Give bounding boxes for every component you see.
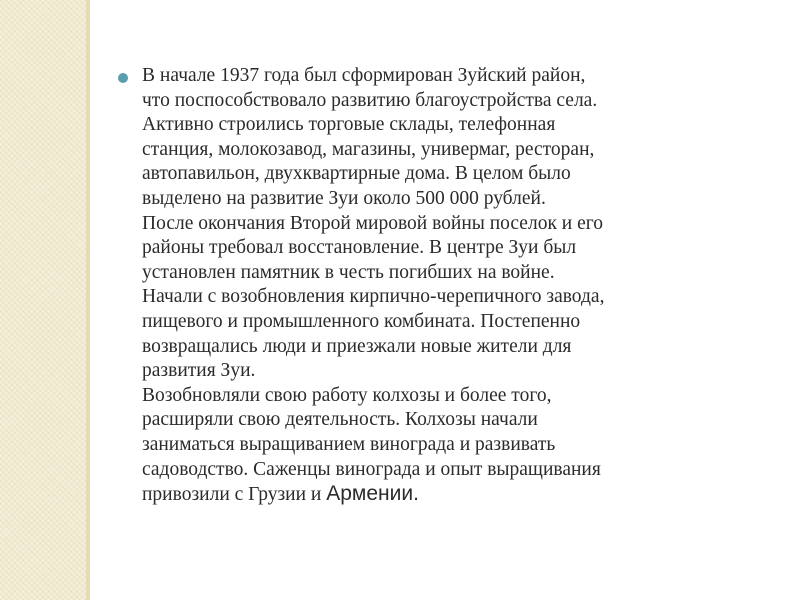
text-line: Активно строились торговые склады, телефонная	[142, 114, 556, 136]
text-line: возвращались люди и приезжали новые жители для	[142, 335, 572, 357]
text-line: станция, молокозавод, магазины, универмаг, ресторан,	[142, 138, 595, 160]
text-line: выделено на развитие Зуи около 500 000 рублей.	[142, 187, 546, 209]
bullet-dot-icon	[118, 73, 128, 83]
text-line: районы требовал восстановление. В центре Зуи был	[142, 237, 577, 259]
bullet-paragraph	[118, 64, 748, 508]
slide-content	[118, 64, 748, 508]
text-line: В начале 1937 года был сформирован Зуйский район,	[142, 65, 586, 86]
text-line: Возобновляли свою работу колхозы и более того,	[142, 384, 552, 406]
text-line: садоводство. Саженцы винограда и опыт выращивания	[142, 458, 601, 480]
text-line: Начали с возобновления кирпично-черепичного завода,	[142, 286, 605, 308]
paragraph-text	[142, 64, 604, 508]
text-line: расширяли свою деятельность. Колхозы начали	[142, 409, 538, 431]
text-line: установлен памятник в честь погибших на войне.	[142, 261, 555, 283]
last-line-tail: Армении.	[326, 482, 419, 506]
text-line: После окончания Второй мировой войны поселок и его	[142, 212, 604, 234]
text-line: что поспособствовало развитию благоустройства села.	[142, 89, 598, 111]
text-line: пищевого и промышленного комбината. Постепенно	[142, 310, 581, 332]
text-line: заниматься выращиванием винограда и развивать	[142, 433, 556, 455]
last-line-head: привозили с Грузии и	[142, 484, 327, 506]
text-line-last	[142, 482, 604, 508]
text-line: автопавильон, двухквартирные дома. В целом было	[142, 163, 571, 185]
text-line: развития Зуи.	[142, 360, 256, 382]
decorative-side-band	[0, 0, 86, 600]
decorative-side-line	[86, 0, 90, 600]
